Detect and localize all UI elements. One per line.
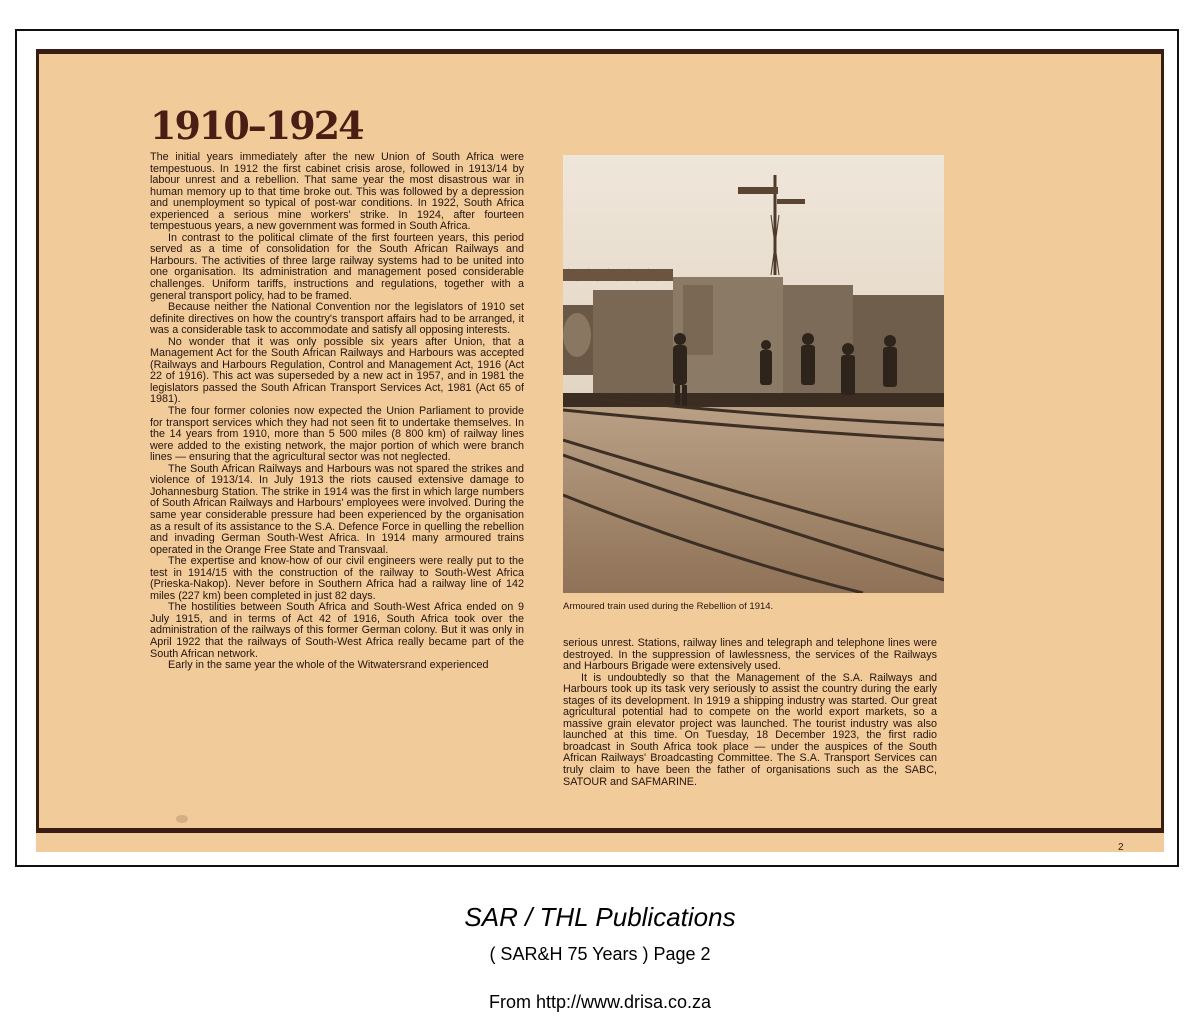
bottom-border-band (36, 828, 1164, 833)
paragraph: The hostilities between South Africa and South-West Africa ended on 9 July 1915, and in terms of Act 42 of 1916, South Africa took over the administration of the railways of this former German colony. But it was only in April 1922 that the railways of South-West Africa really became part of the South African network. (150, 601, 524, 660)
paragraph: It is undoubtedly so that the Management of the S.A. Railways and Harbours took up its task very seriously to assist the country during the early stages of its development. In 1919 a shipping industry was started. Our great agricultural potential had to compete on the world export markets, so a massive grain elevator project was launched. The tourist industry was also launched at this time. On Tuesday, 18 December 1923, the first radio broadcast in South Africa took place — under the auspices of the South African Railways' Broadcasting Committee. The S.A. Transport Services can truly claim to have been the father of organisations such as the SABC, SATOUR and SAFMARINE. (563, 671, 937, 788)
paragraph: The South African Railways and Harbours was not spared the strikes and violence of 1913/14. In July 1913 the riots caused extensive damage to Johannesburg Station. The strike in 1914 was the first in which large numbers of South African Railways and Harbours' employees were involved. During the same year considerable pressure had been experienced by the organisation as a result of its assistance to the S.A. Defence Force in quelling the rebellion and invading German South-West Africa. In 1914 many armoured trains operated in the Orange Free State and Transvaal. (150, 462, 524, 556)
paragraph: No wonder that it was only possible six years after Union, that a Management Act for the South African Railways and Harbours was accepted (Railways and Harbours Regulation, Control and Management Act, 1916 (Act 22 of 1916). This act was superseded by a new act in 1957, and in 1981 the legislators passed the South African Transport Services Act, 1981 (Act 65 of 1981). (150, 335, 524, 406)
right-border-rule (1161, 49, 1164, 833)
paragraph: serious unrest. Stations, railway lines and telegraph and telephone lines were destroyed. In the suppression of lawlessness, the services of the Railways and Harbours Brigade were extensively used. (563, 637, 937, 673)
paragraph: Early in the same year the whole of the Witwatersrand experienced (168, 659, 489, 672)
ballast-ground (563, 407, 944, 593)
publication-title: SAR / THL Publications (464, 902, 736, 932)
top-border-band (36, 49, 1164, 54)
paragraph: The expertise and know-how of our civil engineers were really put to the test in 1914/15 with the construction of the railway to South-West Africa (Prieska-Nakop). Never before in Southern Africa had a railway line of 142 miles (227 km) been completed in just 82 days. (150, 555, 524, 602)
publication-subtitle: ( SAR&H 75 Years ) Page 2 (489, 944, 711, 964)
armoured-train-photo (563, 155, 944, 593)
scan-smudge (176, 815, 188, 823)
left-text-column (150, 152, 524, 672)
paragraph: The initial years immediately after the new Union of South Africa were tempestuous. In 1912 the first cabinet crisis arose, followed in 1913/14 by labour unrest and a rebellion. That same year the most disastrous war in human memory up to that time broke out. This was followed by a depression and unemployment so typical of post-war conditions. In 1922, South Africa experienced a serious mine workers' strike. In 1924, after fourteen tempestuous years, a new government was formed in South Africa. (150, 151, 524, 233)
photo-caption: Armoured train used during the Rebellion of 1914. (563, 601, 774, 612)
paragraph: The four former colonies now expected the Union Parliament to provide for transport services which they had not seen fit to undertake themselves. In the 14 years from 1910, more than 5 500 miles (8 800 km) of railway lines were added to the existing network, the major portion of which were branch lines — ensuring that the agricultural sector was not neglected. (150, 405, 524, 464)
left-border-rule (36, 49, 39, 833)
armoured-train-illustration (563, 155, 944, 593)
source-link[interactable]: From http://www.drisa.co.za (488, 992, 712, 1012)
paragraph: Because neither the National Convention nor the legislators of 1910 set definite directives on how the country's transport affairs had to be arranged, it was a considerable task to accommodate and satisfy all opposing interests. (150, 301, 524, 337)
right-text-column (563, 638, 937, 788)
page-number: 2 (1118, 842, 1124, 853)
page-heading: 1910–1924 (150, 103, 363, 148)
paragraph: In contrast to the political climate of the first fourteen years, this period served as a time of consolidation for the South African Railways and Harbours. The activities of three large railway systems had to be united into one organisation. Its administration and management posed considerable challenges. Uniform tariffs, instructions and regulations, together with a general transport policy, had to be framed. (150, 231, 524, 302)
